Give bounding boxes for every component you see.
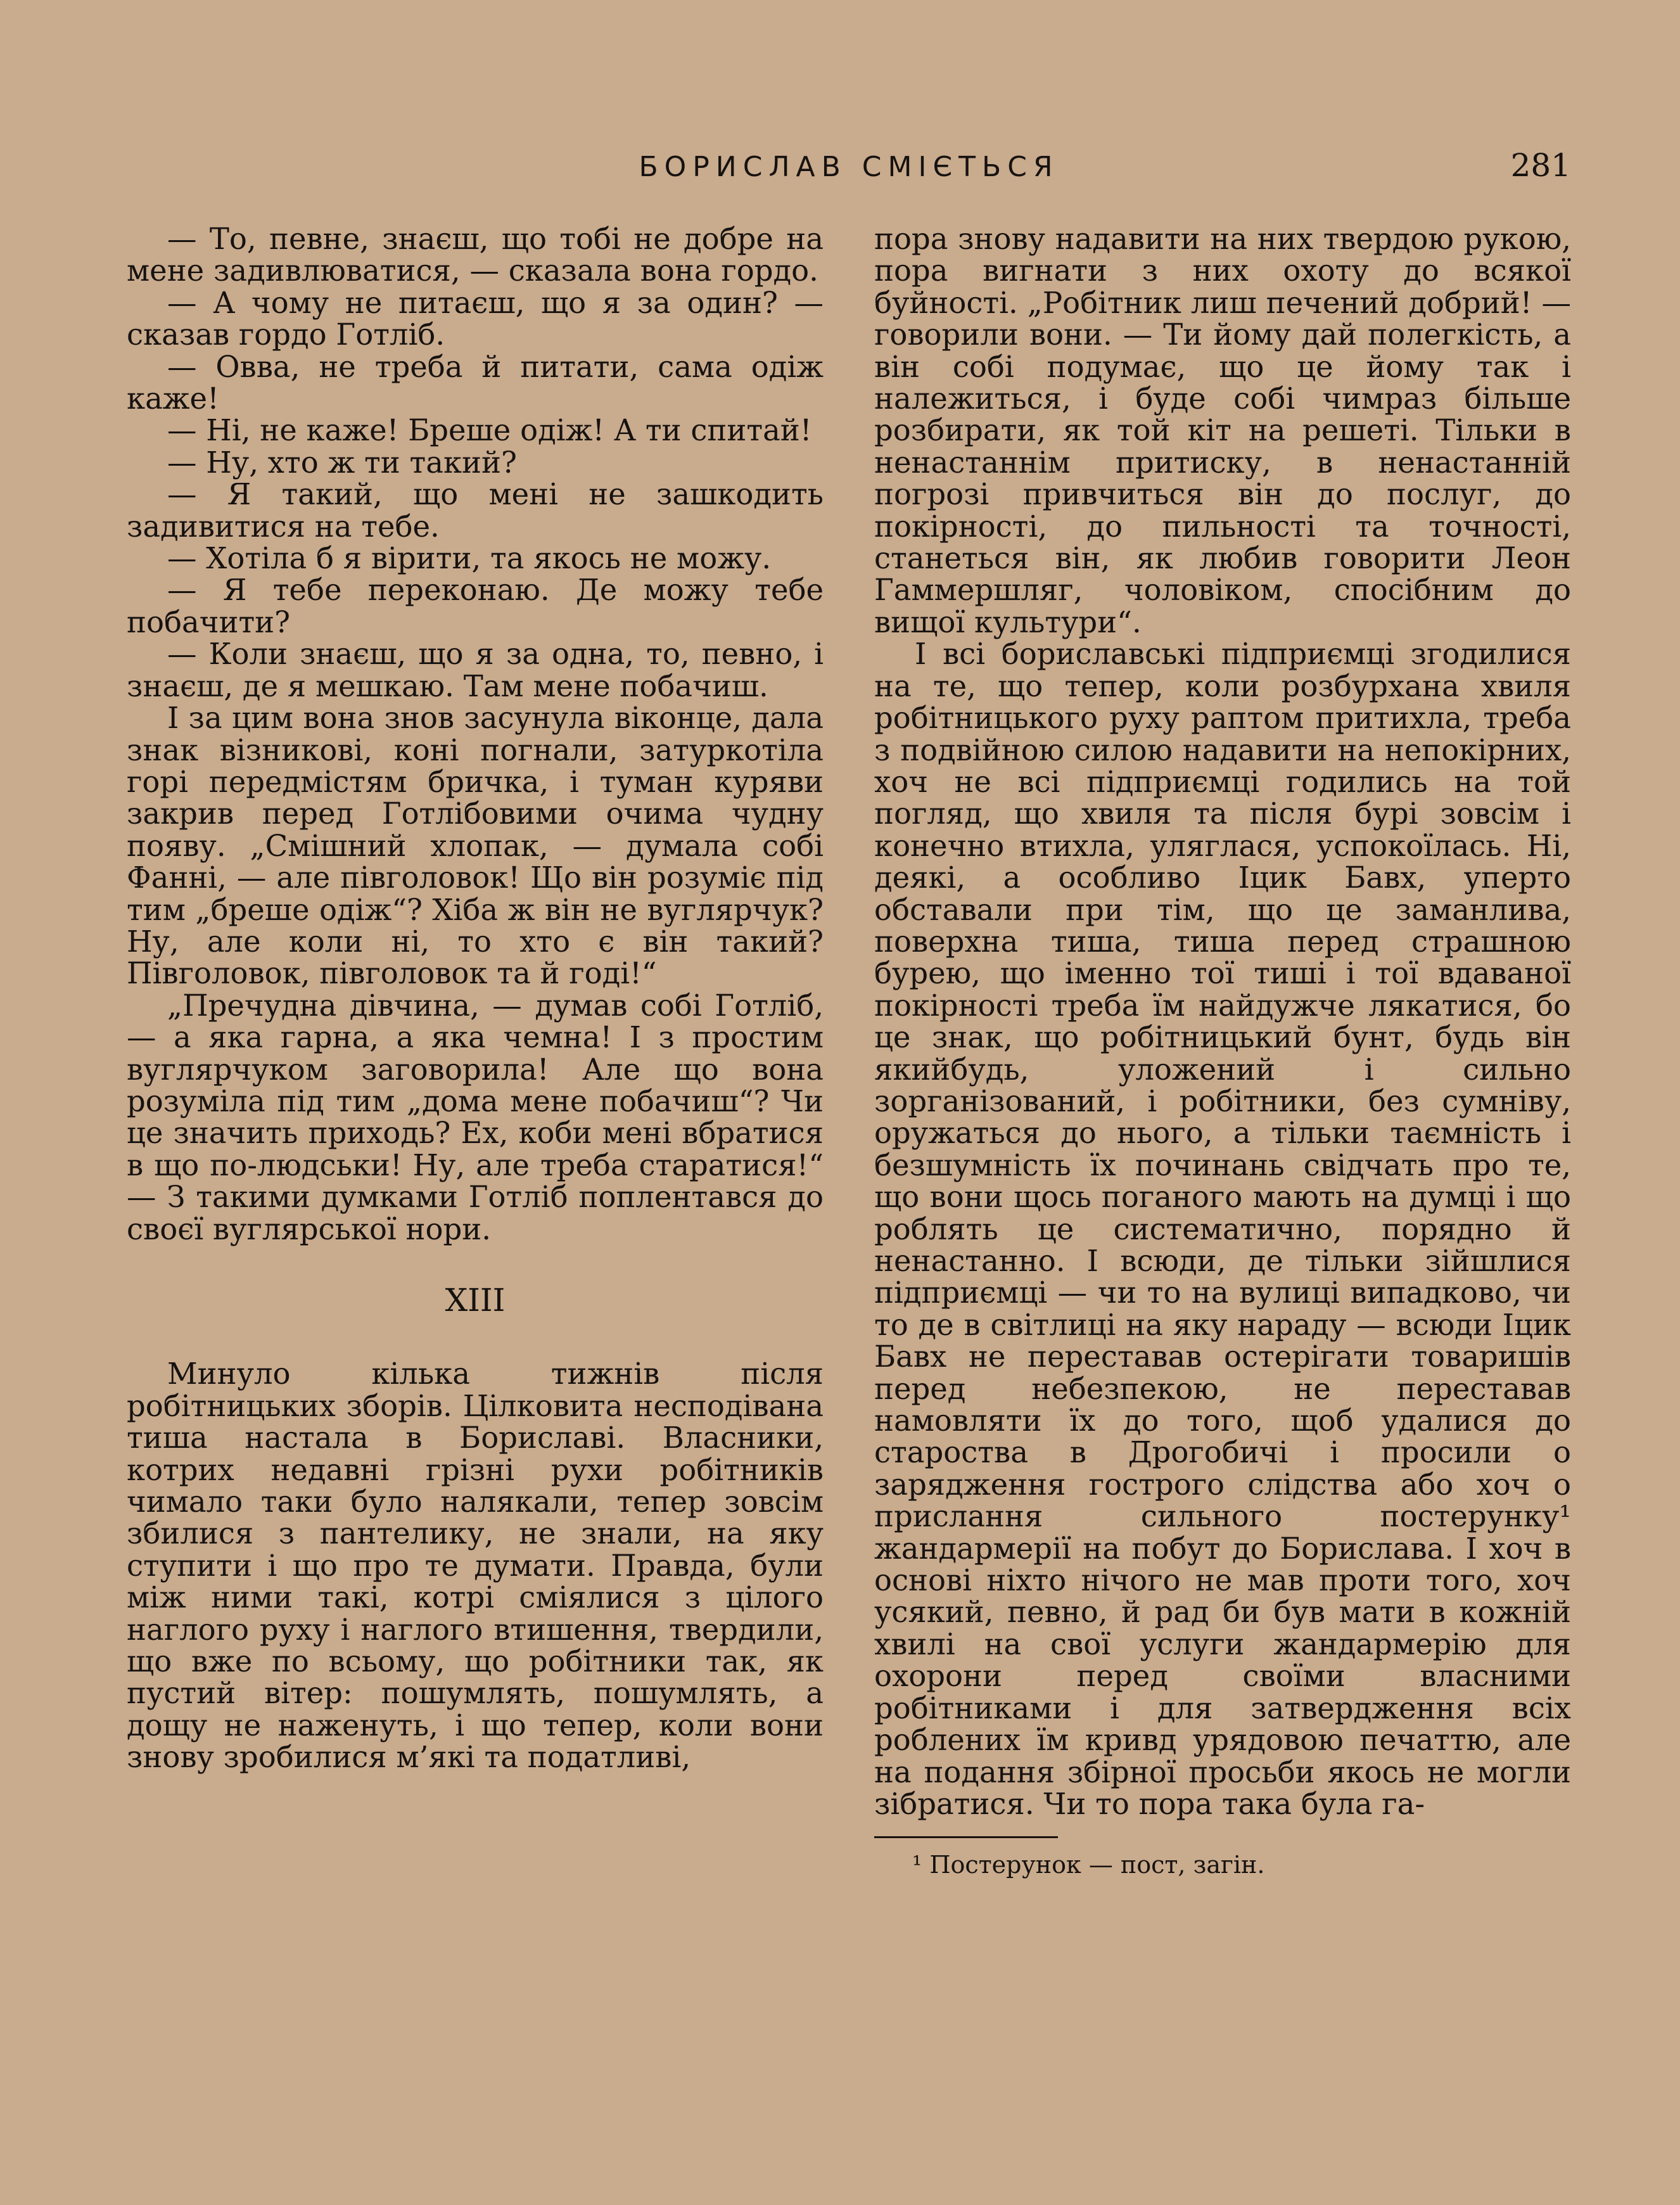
- page-number: 281: [1510, 147, 1571, 184]
- right-column: [874, 223, 1571, 1879]
- paragraph: — Ні, не каже! Бреше одіж! А ти спитай!: [167, 413, 812, 448]
- paragraph: „Пречудна дівчина, — думав собі Готліб, — а яка гарна, а яка чемна! І з простим вуглярчуком заговорила! Але що вона розуміла під тим „дома мене побачиш“? Чи це значить приходь? Ех, коби мені вбратися в що по-людськи! Ну, але треба старатися!“ — З такими думками Готліб поплентався до своєї вуглярської нори.: [127, 988, 824, 1246]
- paragraph: — Коли знаєш, що я за одна, то, певно, і знаєш, де я мешкаю. Там мене побачиш.: [127, 637, 824, 703]
- paragraph: І за цим вона знов засунула віконце, дала знак візникові, коні погнали, затуркотіла горі передмістям бричка, і туман куряви закрив перед Готлібовими очима чудну появу. „Смішний хлопак, — думала собі Фанні, — але півголовок! Що він розуміє під тим „бреше одіж“? Хіба ж він не вуглярчук? Ну, але коли ні, то хто є він такий? Півголовок, півголовок та й годі!“: [127, 701, 824, 991]
- paragraph: Минуло кілька тижнів після робітницьких зборів. Цілковита несподівана тиша настала в Бориславі. Власники, котрих недавні грізні рухи робітників чимало таки було налякали, тепер зовсім збилися з пантелику, не знали, на яку ступити і що про те думати. Правда, були між ними такі, котрі сміялися з цілого наглого руху і наглого втишення, твердили, що вже по всьому, що робітники так, як пустий вітер: пошумлять, пошумлять, а дощу не наженуть, і що тепер, коли вони знову зробилися м’які та податливі,: [127, 1357, 824, 1775]
- paragraph: — Хотіла б я вірити, та якось не можу.: [167, 541, 772, 576]
- paragraph: — Я тебе переконаю. Де можу тебе побачити?: [127, 573, 824, 639]
- paragraph: — Овва, не треба й питати, сама одіж каже!: [127, 349, 824, 416]
- chapter-heading: XIII: [445, 1282, 506, 1319]
- paragraph: — То, певне, знаєш, що тобі не добре на мене задивлюватися, — сказала вона гордо.: [127, 222, 824, 288]
- page-header: [127, 147, 1571, 195]
- left-column: [127, 223, 824, 1774]
- paragraph: — Ну, хто ж ти такий?: [167, 445, 517, 480]
- paragraph: І всі бориславські підприємці згодилися на те, що тепер, коли розбурхана хвиля робітницького руху раптом притихла, треба з подвійною силою надавити на непокірних, хоч не всі підприємці годились на той погляд, що хвиля та після бурі зовсім і конечно втихла, уляглася, успокоїлась. Ні, деякі, а особливо Іцик Бавх, уперто обставали при тім, що це заманлива, поверхна тиша, тиша перед страшною бурею, що іменно тої тиші і тої вдаваної покірності треба їм найдужче лякатися, бо це знак, що робітницький бунт, будь він якийбудь, уложений і сильно зорганізований, і робітники, без сумніву, оружаться до нього, а тільки таємність і безшумність їх починань свідчать про те, що вони щось поганого мають на думці і що роблять це систематично, порядно й ненастанно. І всюди, де тільки зійшлися підприємці — чи то на вулиці випадково, чи то де в світлиці на яку нараду — всюди Іцик Бавх не переставав остерігати товаришів перед небезпекою, не переставав намовляти їх до того, щоб удалися до староства в Дрогобичі і просили о зарядження гострого слідства або хоч о прислання сильного постерунку¹ жандармерії на побут до Борислава. І хоч в основі ніхто нічого не мав проти того, хоч усякий, певно, й рад би був мати в кожній хвилі на свої услуги жандармерію для охорони перед своїми власними робітниками і для затвердження всіх роблених їм кривд урядовою печаттю, але на подання збірної просьби якось не могли зібратися. Чи то пора така була га-: [874, 637, 1571, 1821]
- footnote: ¹ Постерунок — пост, загін.: [912, 1851, 1265, 1879]
- running-title: БОРИСЛАВ СМІЄТЬСЯ: [639, 151, 1059, 183]
- footnote-divider: [874, 1836, 1058, 1838]
- paragraph: — Я такий, що мені не зашкодить задивитися на тебе.: [127, 477, 824, 544]
- paragraph: — А чому не питаєш, що я за один? — сказав гордо Готліб.: [127, 285, 824, 352]
- paragraph: пора знову надавити на них твердою рукою, пора вигнати з них охоту до всякої буйності. „Робітник лиш печений добрий! — говорили вони. — Ти йому дай полегкість, а він собі подумає, що це йому так і належиться, і буде собі чимраз більше розбирати, як той кіт на решеті. Тільки в ненастаннім притиску, в ненастанній погрозі привчиться він до послуг, до покірності, до пильності та точності, станеться він, як любив говорити Леон Гаммершляг, чоловіком, спосібним до вищої культури“.: [874, 222, 1571, 639]
